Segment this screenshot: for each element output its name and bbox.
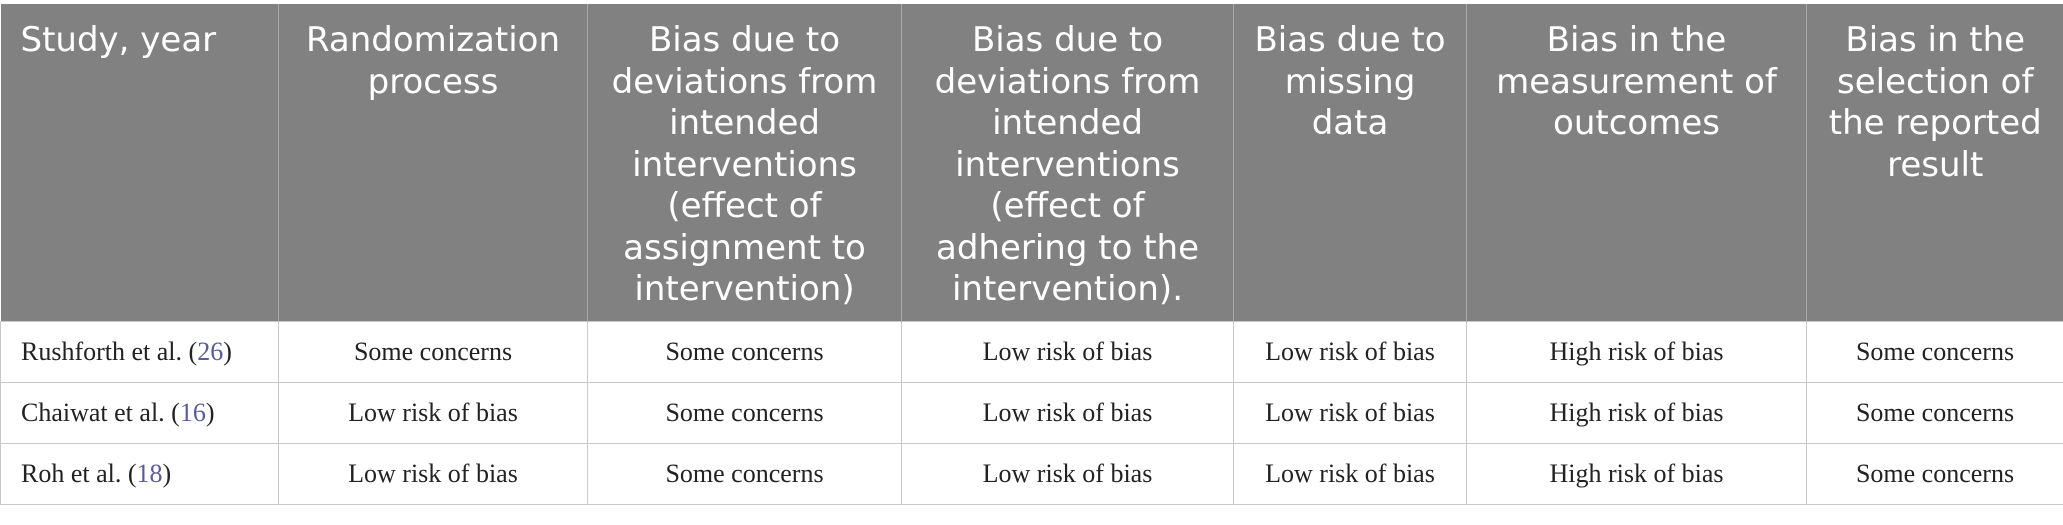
header-measurement-of-outcomes: Bias in the measurement of outcomes	[1467, 4, 1807, 321]
risk-of-bias-table	[0, 4, 2063, 505]
table-row	[1, 443, 2063, 504]
randomization-cell: Low risk of bias	[279, 443, 588, 504]
header-row	[1, 4, 2063, 321]
measurement-cell: High risk of bias	[1467, 321, 1807, 382]
study-cell	[1, 321, 279, 382]
table-header	[1, 4, 2063, 321]
table-row	[1, 382, 2063, 443]
measurement-cell: High risk of bias	[1467, 382, 1807, 443]
randomization-cell: Low risk of bias	[279, 382, 588, 443]
deviations-assignment-cell: Some concerns	[588, 443, 902, 504]
study-name: Chaiwat et al. (	[21, 397, 180, 427]
reported-result-cell: Some concerns	[1807, 382, 2063, 443]
deviations-adhering-cell: Low risk of bias	[902, 382, 1234, 443]
study-name-close: )	[223, 336, 232, 366]
deviations-assignment-cell: Some concerns	[588, 382, 902, 443]
deviations-adhering-cell: Low risk of bias	[902, 321, 1234, 382]
header-selection-of-reported-result: Bias in the selection of the reported result	[1807, 4, 2063, 321]
risk-of-bias-table-container	[0, 4, 2063, 505]
reported-result-cell: Some concerns	[1807, 443, 2063, 504]
header-randomization-process: Randomization process	[279, 4, 588, 321]
deviations-adhering-cell: Low risk of bias	[902, 443, 1234, 504]
study-name: Roh et al. (	[21, 458, 137, 488]
study-cell	[1, 443, 279, 504]
study-name-close: )	[162, 458, 172, 488]
measurement-cell: High risk of bias	[1467, 443, 1807, 504]
missing-data-cell: Low risk of bias	[1234, 443, 1467, 504]
header-deviations-assignment: Bias due to deviations from intended interventions (effect of assignment to intervention)	[588, 4, 902, 321]
study-name-close: )	[205, 397, 215, 427]
deviations-assignment-cell: Some concerns	[588, 321, 902, 382]
reference-link[interactable]: 16	[179, 397, 206, 427]
reported-result-cell: Some concerns	[1807, 321, 2063, 382]
study-cell	[1, 382, 279, 443]
header-missing-data: Bias due to missing data	[1234, 4, 1467, 321]
reference-link[interactable]: 26	[197, 336, 224, 366]
missing-data-cell: Low risk of bias	[1234, 321, 1467, 382]
table-row	[1, 321, 2063, 382]
header-deviations-adhering: Bias due to deviations from intended interventions (effect of adhering to the intervention).	[902, 4, 1234, 321]
missing-data-cell: Low risk of bias	[1234, 382, 1467, 443]
header-study-year: Study, year	[1, 4, 279, 321]
randomization-cell: Some concerns	[279, 321, 588, 382]
reference-link[interactable]: 18	[136, 458, 163, 488]
study-name: Rushforth et al. (	[21, 336, 198, 366]
table-body	[1, 321, 2063, 504]
